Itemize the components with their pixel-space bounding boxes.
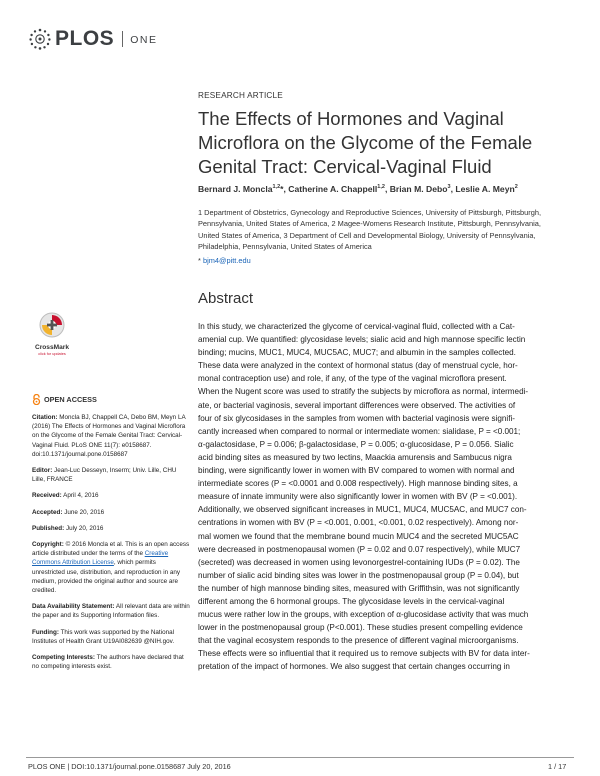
author-name[interactable]: Bernard J. Moncla <box>198 184 273 194</box>
abstract-line: binding, were significantly lower in women with BV compared to women with normal and <box>198 466 515 476</box>
journal-name: ONE <box>130 34 158 46</box>
author-affiliation-sup: 3 <box>447 184 451 191</box>
abstract-line: centrations in women with BV (P = <0.001, 0.001, <0.001, 0.02 respectively). Among nor- <box>198 518 519 528</box>
open-access-label: OPEN ACCESS <box>44 394 97 404</box>
abstract-line: that the vaginal ecosystem responds to the presence of different vaginal microorganisms. <box>198 636 519 646</box>
title-line: Genital Tract: Cervical-Vaginal Fluid <box>198 156 492 177</box>
citation-block <box>32 413 190 459</box>
abstract-line: monal contraception use) and role, if any, of the type of the vaginal microflora present. <box>198 374 507 384</box>
abstract-line: four of six glycosidases in the samples from women with bacterial vaginosis were signifi- <box>198 413 516 423</box>
editor-block <box>32 466 190 484</box>
copyright-label: Copyright: <box>32 541 64 549</box>
open-access-badge <box>32 394 190 405</box>
email-mark: * <box>198 256 201 265</box>
copyright-text: © 2016 Moncla et al. This is an open access article distributed under the terms of the <box>32 541 190 558</box>
copyright-block <box>32 540 190 595</box>
abstract-line: binding; mucins, MUC1, MUC4, MUC5AC, MUC7; and albumin in the samples collected. <box>198 348 516 358</box>
data-availability-label: Data Availability Statement: <box>32 603 115 611</box>
received-label: Received: <box>32 492 62 500</box>
crossmark-sublabel: click for updates <box>38 352 66 356</box>
plos-wordmark: PLOS <box>55 27 115 50</box>
article-title <box>198 107 578 179</box>
competing-interests-text: The authors have declared that no competing interests exist. <box>32 654 184 671</box>
abstract-line: When the Nugent score was used to stratify the subjects by microflora as normal, intermedi- <box>198 387 529 397</box>
author-affiliation-sup: 2 <box>514 184 518 191</box>
article-metadata-sidebar <box>32 394 190 678</box>
abstract-line: These data were analyzed in the context of hormonal status (day of menstrual cycle, hor- <box>198 361 518 371</box>
abstract-body <box>198 320 562 674</box>
abstract-line: the number of high mannose binding sites, measured with Griffithsin, was not significantly <box>198 583 520 593</box>
affiliations <box>198 207 548 253</box>
footer-citation: PLOS ONE | DOI:10.1371/journal.pone.0158687 July 20, 2016 <box>28 762 231 771</box>
abstract-line: α-galactosidase, P = 0.006; β-galactosidase, P = 0.005; α-glucosidase, P = 0.056. Sialic <box>198 439 514 449</box>
abstract-line: lower in the postmenopausal group (P<0.001). These studies present compelling evidence <box>198 623 523 633</box>
abstract-line: (secreted) was decreased in women using levonorgestrel-containing IUDs (P = 0.02). The <box>198 557 520 567</box>
abstract-line: intermediate scores (P = <0.0001 and 0.008 respectively). High mannose binding sites, a <box>198 479 518 489</box>
accepted-block <box>32 508 190 517</box>
published-block <box>32 524 190 533</box>
footer-divider <box>26 757 574 758</box>
abstract-line: cantly increased when compared to normal or intermediate women: sialidase, P = <0.001; <box>198 426 521 436</box>
abstract-line: pretation of the impact of hormones. We also suggest that certain changes occurring in <box>198 662 510 672</box>
abstract-line: different among the 6 hormonal groups. The glycosidase levels in the cervical-vaginal <box>198 596 505 606</box>
received-block <box>32 491 190 500</box>
author-affiliation-sup: 1,2 <box>377 184 385 191</box>
author-affiliation-sup: 1,2 <box>272 184 281 191</box>
affiliation-line: United States of America, 3 Department of Cell and Developmental Biology, University of Pennsylvania, <box>198 230 536 240</box>
abstract-line: mal women we found that the membrane bound mucin MUC4 and the secreted MUC5AC <box>198 531 519 541</box>
competing-interests-block <box>32 653 190 671</box>
copyright-text-end: , which permits unrestricted use, distribution, and reproduction in any medium, provided the original author and source are credited. <box>32 559 181 595</box>
citation-text: Moncla BJ, Chappell CA, Debo BM, Meyn LA (2016) The Effects of Hormones and Vaginal Microflora on the Glycome of the Female Genital Tract: Cervical-Vaginal Fluid. PLoS ONE 11(7): e0158687. doi:10.1371/journal.pone.0158687 <box>32 414 186 458</box>
editor-label: Editor: <box>32 467 53 475</box>
affiliation-line: 1 Department of Obstetrics, Gynecology and Reproductive Sciences, University of Pittsburgh, Pittsburgh, <box>198 208 542 217</box>
author-list: Bernard J. Moncla$^{1,2}$*, Catherine A. Chappell$^{1,2}$, Brian M. Debo$^3$, Leslie A. Meyn$^2$ <box>198 184 518 194</box>
article-type: RESEARCH ARTICLE <box>198 91 283 100</box>
funding-text: This work was supported by the National Institutes of Health Grant U19AI082639 @NIH.gov. <box>32 628 175 645</box>
author-name[interactable]: Brian M. Debo <box>389 184 448 194</box>
editor-text: Jean-Luc Desseyn, Inserm; Univ. Lille, CHU Lille, FRANCE <box>32 467 177 484</box>
abstract-line: mucus were rather low in the groups, with exception of α-glucosidase activity that was much <box>198 610 529 620</box>
page-number: 1 / 17 <box>548 762 567 771</box>
plos-one-logo <box>28 27 157 51</box>
data-availability-text: All relevant data are within the paper and its Supporting Information files. <box>32 603 190 620</box>
abstract-line: acid binding sites as measured by two lectins, Maackia amurensis and Sambucus nigra <box>198 452 512 462</box>
email-link[interactable]: bjm4@pitt.edu <box>202 256 251 265</box>
title-line: Microflora on the Glycome of the Female <box>198 132 533 153</box>
abstract-line: ate, or bacterial vaginosis, several important differences were observed. The activities of <box>198 400 516 410</box>
open-lock-icon <box>32 394 41 405</box>
citation-label: Citation: <box>32 414 58 421</box>
data-availability-block <box>32 602 190 620</box>
abstract-line: Additionally, we observed significant increases in MUC1, MUC4, MUC5AC, and MUC7 con- <box>198 505 527 515</box>
abstract-line: amenial cup. We quantified: glycosidase levels; sialic acid and high mannose specific lectin <box>198 335 526 345</box>
abstract-line: number of sialic acid binding sites was lower in the postmenopausal group (P = 0.04), but <box>198 570 519 580</box>
logo-divider <box>122 31 123 47</box>
funding-block <box>32 628 190 646</box>
abstract-line: In this study, we characterized the glycome of cervical-vaginal fluid, collected with a Cat- <box>198 322 515 331</box>
affiliation-line: Philadelphia, Pennsylvania, United States of America <box>198 242 372 252</box>
title-line: The Effects of Hormones and Vaginal <box>198 108 504 129</box>
abstract-heading: Abstract <box>198 290 254 307</box>
crossmark-icon <box>39 312 65 338</box>
plos-dots-icon <box>28 28 52 50</box>
license-link[interactable]: Creative Commons Attribution License <box>32 550 169 567</box>
abstract-line: measure of innate immunity were also significantly lower in women with BV (P = <0.001). <box>198 492 518 502</box>
author-name[interactable]: Leslie A. Meyn <box>455 184 515 194</box>
published-label: Published: <box>32 524 65 532</box>
abstract-line: These effects were so influential that it required us to remove subjects with BV for data inter- <box>198 649 530 659</box>
author-name[interactable]: Catherine A. Chappell <box>288 184 378 194</box>
crossmark-badge[interactable] <box>30 312 74 356</box>
published-date: July 20, 2016 <box>65 524 104 532</box>
abstract-line: were decreased in postmenopausal women (P = 0.02 and 0.07 respectively), while MUC7 <box>198 544 521 554</box>
competing-interests-label: Competing Interests: <box>32 654 95 662</box>
accepted-label: Accepted: <box>32 508 63 516</box>
affiliation-line: Pennsylvania, United States of America, 2 Magee-Womens Research Institute, Pittsburgh, Pennsylvania, <box>198 219 541 229</box>
corresponding-mark: * <box>280 184 284 194</box>
crossmark-label: CrossMark <box>34 344 70 351</box>
corresponding-email <box>198 256 251 265</box>
accepted-date: June 20, 2016 <box>64 508 105 516</box>
funding-label: Funding: <box>32 628 59 636</box>
received-date: April 4, 2016 <box>63 492 99 500</box>
